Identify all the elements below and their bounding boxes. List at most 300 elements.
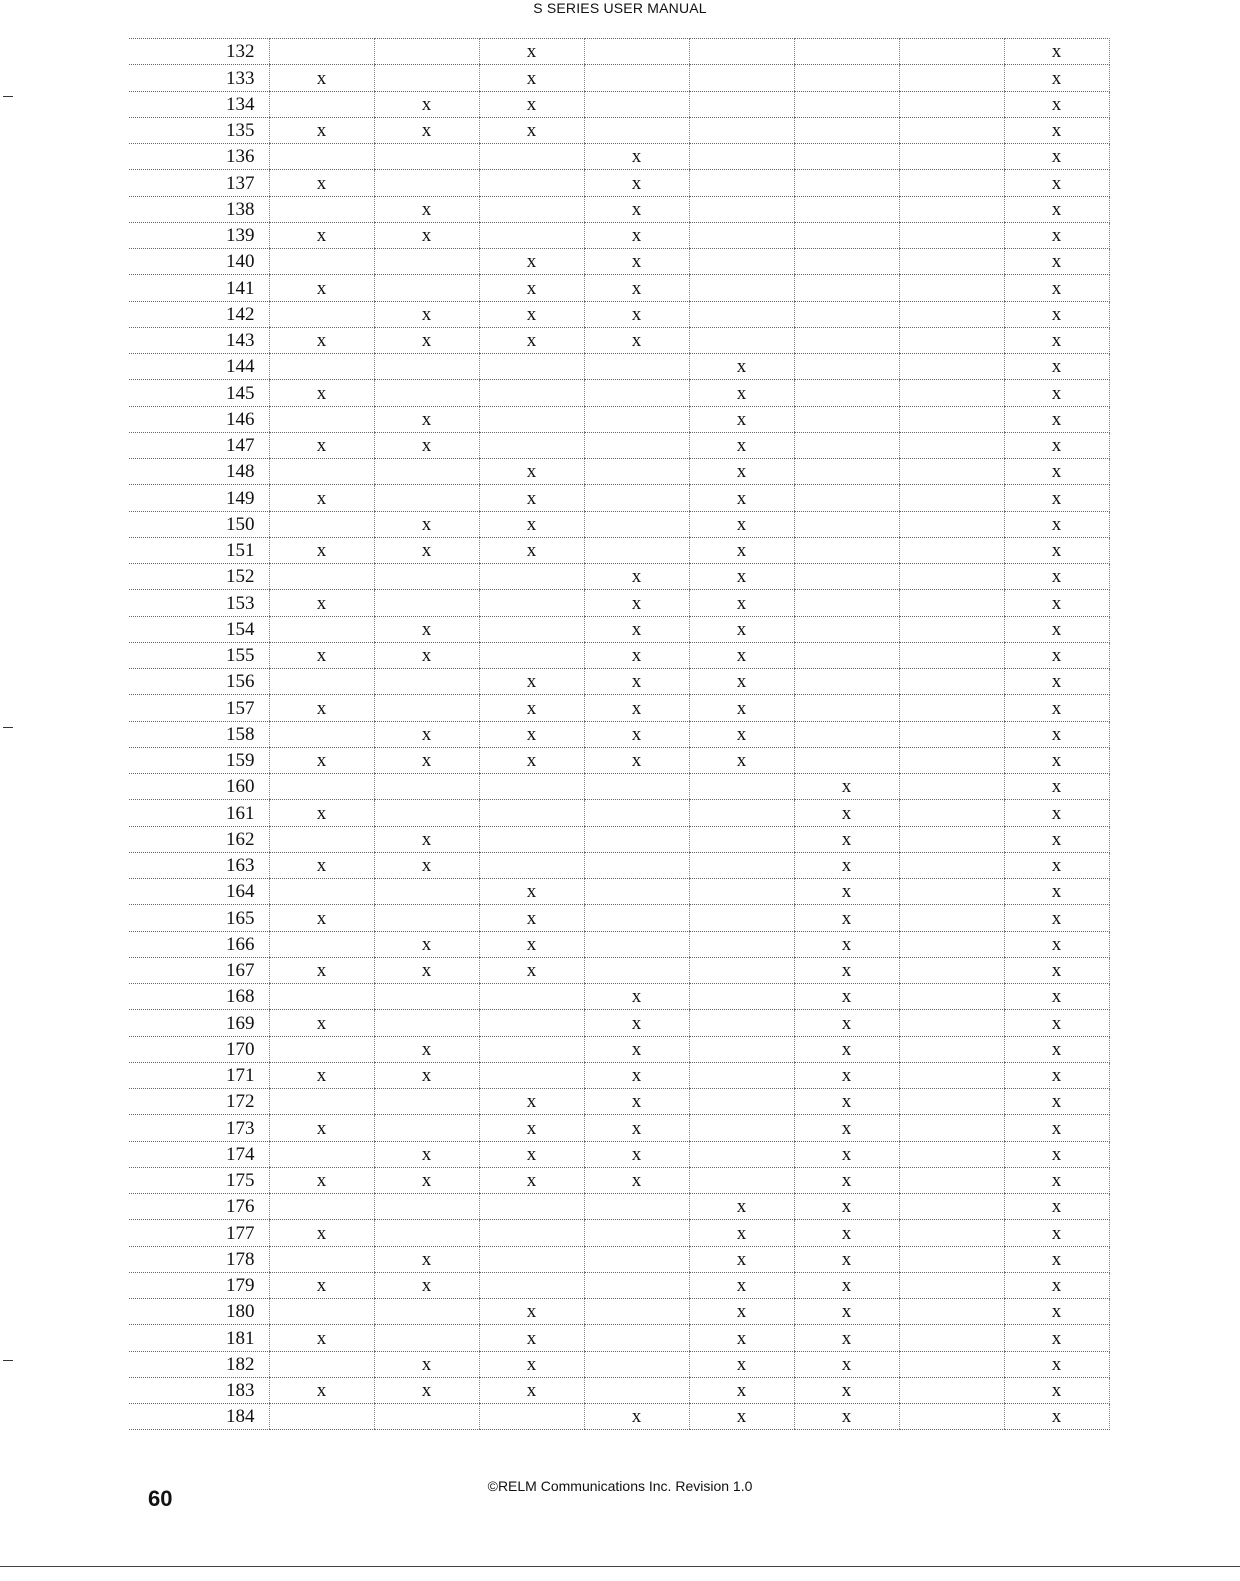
mark-cell: x [479, 65, 584, 91]
mark-cell: x [374, 616, 479, 642]
mark-cell [269, 1299, 374, 1325]
mark-cell [689, 774, 794, 800]
mark-cell [479, 354, 584, 380]
row-number-cell: 161 [129, 800, 269, 826]
mark-cell [899, 1404, 1004, 1430]
mark-cell: x [584, 1036, 689, 1062]
mark-cell [794, 485, 899, 511]
mark-cell [374, 669, 479, 695]
row-number-cell: 143 [129, 327, 269, 353]
mark-cell: x [1004, 774, 1109, 800]
mark-cell: x [1004, 459, 1109, 485]
mark-cell [479, 196, 584, 222]
table-row [129, 1010, 1109, 1036]
mark-cell: x [479, 301, 584, 327]
mark-cell: x [479, 327, 584, 353]
mark-cell [584, 354, 689, 380]
mark-cell [584, 432, 689, 458]
mark-cell: x [479, 1089, 584, 1115]
mark-cell: x [374, 327, 479, 353]
mark-cell [269, 39, 374, 65]
mark-cell: x [794, 774, 899, 800]
table-row [129, 459, 1109, 485]
row-number-cell: 147 [129, 432, 269, 458]
row-number-cell: 148 [129, 459, 269, 485]
mark-cell [374, 354, 479, 380]
mark-cell: x [794, 1272, 899, 1298]
mark-cell [689, 984, 794, 1010]
row-number-cell: 163 [129, 852, 269, 878]
mark-cell [269, 1036, 374, 1062]
mark-cell: x [374, 1167, 479, 1193]
row-number-cell: 179 [129, 1272, 269, 1298]
mark-cell [479, 1010, 584, 1036]
mark-cell: x [1004, 1272, 1109, 1298]
mark-cell: x [479, 91, 584, 117]
mark-cell [794, 65, 899, 91]
mark-cell: x [584, 984, 689, 1010]
mark-cell [269, 984, 374, 1010]
mark-cell [479, 406, 584, 432]
table-row [129, 511, 1109, 537]
mark-cell: x [479, 721, 584, 747]
row-number-cell: 184 [129, 1404, 269, 1430]
mark-cell: x [374, 852, 479, 878]
mark-cell: x [374, 91, 479, 117]
page-header: S SERIES USER MANUAL [533, 0, 707, 16]
mark-cell: x [1004, 485, 1109, 511]
mark-cell: x [584, 275, 689, 301]
mark-cell: x [269, 800, 374, 826]
mark-cell: x [269, 695, 374, 721]
mark-cell [479, 1194, 584, 1220]
mark-cell: x [374, 1246, 479, 1272]
mark-cell: x [584, 144, 689, 170]
mark-cell: x [584, 1010, 689, 1036]
mark-cell [374, 380, 479, 406]
row-number-cell: 140 [129, 249, 269, 275]
mark-cell: x [269, 170, 374, 196]
mark-cell: x [374, 1351, 479, 1377]
mark-cell: x [269, 327, 374, 353]
mark-cell: x [689, 406, 794, 432]
mark-cell: x [479, 537, 584, 563]
mark-cell [689, 905, 794, 931]
mark-cell [479, 432, 584, 458]
mark-cell: x [584, 616, 689, 642]
mark-cell: x [794, 879, 899, 905]
mark-cell [689, 327, 794, 353]
mark-cell: x [1004, 1089, 1109, 1115]
mark-cell [374, 459, 479, 485]
table-row [129, 826, 1109, 852]
mark-cell: x [794, 905, 899, 931]
mark-cell: x [1004, 249, 1109, 275]
mark-cell: x [1004, 1062, 1109, 1088]
row-number-cell: 151 [129, 537, 269, 563]
mark-cell [479, 1246, 584, 1272]
mark-cell [689, 957, 794, 983]
mark-cell [689, 1036, 794, 1062]
mark-cell [374, 879, 479, 905]
row-number-cell: 153 [129, 590, 269, 616]
mark-cell [374, 695, 479, 721]
mark-cell: x [479, 905, 584, 931]
mark-cell [899, 747, 1004, 773]
mark-cell [689, 196, 794, 222]
mark-cell [899, 91, 1004, 117]
mark-cell: x [584, 642, 689, 668]
mark-cell: x [374, 511, 479, 537]
mark-cell: x [794, 826, 899, 852]
mark-cell [689, 144, 794, 170]
table-row [129, 301, 1109, 327]
row-number-cell: 142 [129, 301, 269, 327]
mark-cell [794, 327, 899, 353]
mark-cell [374, 1325, 479, 1351]
table-row [129, 170, 1109, 196]
mark-cell [584, 537, 689, 563]
row-number-cell: 137 [129, 170, 269, 196]
mark-cell: x [689, 747, 794, 773]
row-number-cell: 183 [129, 1377, 269, 1403]
mark-cell [584, 1272, 689, 1298]
mark-cell: x [479, 931, 584, 957]
row-number-cell: 175 [129, 1167, 269, 1193]
table-row [129, 117, 1109, 143]
table-row [129, 590, 1109, 616]
mark-cell: x [1004, 905, 1109, 931]
mark-cell [269, 406, 374, 432]
table-row [129, 380, 1109, 406]
table-row [129, 1141, 1109, 1167]
row-number-cell: 155 [129, 642, 269, 668]
mark-cell: x [1004, 564, 1109, 590]
row-number-cell: 178 [129, 1246, 269, 1272]
mark-cell [374, 590, 479, 616]
mark-cell: x [689, 1246, 794, 1272]
mark-cell [794, 537, 899, 563]
mark-cell: x [689, 432, 794, 458]
mark-cell [689, 1089, 794, 1115]
mark-cell: x [584, 669, 689, 695]
mark-cell [899, 1062, 1004, 1088]
mark-cell [689, 65, 794, 91]
mark-cell [899, 432, 1004, 458]
mark-cell: x [689, 669, 794, 695]
mark-cell: x [584, 1404, 689, 1430]
table-row [129, 800, 1109, 826]
table-row [129, 852, 1109, 878]
mark-cell [374, 170, 479, 196]
mark-cell: x [794, 1194, 899, 1220]
mark-cell: x [794, 931, 899, 957]
mark-cell: x [1004, 931, 1109, 957]
row-number-cell: 166 [129, 931, 269, 957]
mark-cell [689, 275, 794, 301]
mark-cell [899, 354, 1004, 380]
mark-cell: x [794, 1246, 899, 1272]
mark-cell: x [269, 905, 374, 931]
mark-cell [899, 957, 1004, 983]
row-number-cell: 176 [129, 1194, 269, 1220]
mark-cell [584, 774, 689, 800]
table-row [129, 931, 1109, 957]
mark-cell: x [689, 616, 794, 642]
mark-cell: x [269, 1377, 374, 1403]
mark-cell: x [1004, 590, 1109, 616]
mark-cell: x [374, 642, 479, 668]
row-number-cell: 135 [129, 117, 269, 143]
table-row [129, 774, 1109, 800]
mark-cell [269, 564, 374, 590]
mark-cell [269, 1141, 374, 1167]
mark-cell: x [479, 485, 584, 511]
table-row [129, 1167, 1109, 1193]
mark-cell: x [269, 1167, 374, 1193]
mark-cell: x [479, 1167, 584, 1193]
mark-cell [689, 1167, 794, 1193]
mark-cell: x [794, 800, 899, 826]
row-number-cell: 152 [129, 564, 269, 590]
mark-cell [794, 249, 899, 275]
mark-cell: x [689, 1351, 794, 1377]
mark-cell: x [374, 957, 479, 983]
mark-cell [794, 301, 899, 327]
mark-cell: x [1004, 117, 1109, 143]
mark-cell [374, 1194, 479, 1220]
mark-cell: x [479, 249, 584, 275]
mark-cell: x [374, 301, 479, 327]
table-row [129, 879, 1109, 905]
mark-cell: x [584, 196, 689, 222]
mark-cell [899, 511, 1004, 537]
row-number-cell: 170 [129, 1036, 269, 1062]
row-number-cell: 141 [129, 275, 269, 301]
mark-cell [689, 170, 794, 196]
table-row [129, 432, 1109, 458]
mark-cell [899, 1167, 1004, 1193]
mark-cell: x [479, 747, 584, 773]
mark-cell: x [584, 1141, 689, 1167]
table-row [129, 354, 1109, 380]
mark-cell: x [374, 747, 479, 773]
mark-cell [794, 590, 899, 616]
mark-cell [899, 537, 1004, 563]
mark-cell: x [1004, 196, 1109, 222]
mark-cell: x [1004, 1246, 1109, 1272]
mark-cell [899, 170, 1004, 196]
row-number-cell: 172 [129, 1089, 269, 1115]
mark-cell: x [689, 1377, 794, 1403]
mark-cell [479, 1062, 584, 1088]
mark-cell [374, 564, 479, 590]
mark-cell [794, 222, 899, 248]
mark-cell [794, 275, 899, 301]
mark-cell [899, 459, 1004, 485]
mark-cell: x [1004, 406, 1109, 432]
mark-cell: x [1004, 747, 1109, 773]
row-number-cell: 182 [129, 1351, 269, 1377]
mark-cell: x [269, 380, 374, 406]
mark-cell: x [689, 1194, 794, 1220]
mark-cell: x [1004, 1299, 1109, 1325]
mark-cell: x [1004, 222, 1109, 248]
mark-cell: x [584, 721, 689, 747]
mark-cell: x [374, 1272, 479, 1298]
mark-cell [899, 1325, 1004, 1351]
mark-cell: x [1004, 616, 1109, 642]
mark-cell [374, 1010, 479, 1036]
mark-cell [479, 616, 584, 642]
mark-cell: x [1004, 695, 1109, 721]
mark-cell [794, 117, 899, 143]
table-row [129, 905, 1109, 931]
mark-cell [899, 826, 1004, 852]
row-number-cell: 160 [129, 774, 269, 800]
mark-cell: x [794, 1036, 899, 1062]
mark-cell [794, 747, 899, 773]
mark-cell: x [689, 511, 794, 537]
mark-cell: x [584, 564, 689, 590]
mark-cell [899, 380, 1004, 406]
mark-cell [899, 1272, 1004, 1298]
mark-cell: x [794, 1089, 899, 1115]
mark-cell [689, 301, 794, 327]
mark-cell [899, 1010, 1004, 1036]
mark-cell: x [1004, 65, 1109, 91]
margin-mark [3, 1360, 13, 1361]
mark-cell [584, 39, 689, 65]
mark-cell [794, 695, 899, 721]
mark-cell [479, 984, 584, 1010]
table-row [129, 1325, 1109, 1351]
mark-cell: x [689, 642, 794, 668]
mark-cell: x [479, 957, 584, 983]
row-number-cell: 168 [129, 984, 269, 1010]
mark-cell [689, 39, 794, 65]
mark-cell: x [1004, 1115, 1109, 1141]
mark-cell: x [794, 1062, 899, 1088]
mark-cell [899, 564, 1004, 590]
mark-cell [899, 931, 1004, 957]
mark-cell: x [794, 1010, 899, 1036]
mark-cell [794, 564, 899, 590]
mark-cell [794, 459, 899, 485]
mark-cell: x [794, 1167, 899, 1193]
mark-cell [794, 354, 899, 380]
mark-cell [899, 695, 1004, 721]
table-row [129, 1062, 1109, 1088]
row-number-cell: 157 [129, 695, 269, 721]
mark-cell: x [269, 1272, 374, 1298]
mark-cell [269, 1404, 374, 1430]
table-row [129, 1089, 1109, 1115]
mark-cell [374, 905, 479, 931]
mark-cell [374, 144, 479, 170]
mark-cell: x [584, 1167, 689, 1193]
mark-cell: x [794, 1141, 899, 1167]
table-row [129, 695, 1109, 721]
mark-cell [899, 1141, 1004, 1167]
mark-cell: x [1004, 1194, 1109, 1220]
mark-cell: x [1004, 327, 1109, 353]
mark-cell [584, 65, 689, 91]
mark-cell [374, 1404, 479, 1430]
mark-cell: x [1004, 669, 1109, 695]
mark-cell [899, 1246, 1004, 1272]
mark-cell: x [1004, 800, 1109, 826]
mark-cell [899, 275, 1004, 301]
mark-cell [269, 669, 374, 695]
mark-cell: x [479, 1325, 584, 1351]
mark-cell [899, 1115, 1004, 1141]
mark-cell: x [269, 65, 374, 91]
mark-cell: x [269, 117, 374, 143]
table-row [129, 957, 1109, 983]
mark-cell [374, 249, 479, 275]
mark-cell [689, 1062, 794, 1088]
mark-cell [794, 91, 899, 117]
mark-cell [899, 406, 1004, 432]
table-row [129, 564, 1109, 590]
mark-cell: x [794, 1351, 899, 1377]
footer-copyright: ©RELM Communications Inc. Revision 1.0 [487, 1478, 753, 1494]
mark-cell: x [374, 537, 479, 563]
mark-cell [584, 1194, 689, 1220]
mark-cell: x [1004, 170, 1109, 196]
mark-cell: x [269, 957, 374, 983]
mark-cell: x [1004, 642, 1109, 668]
table-row [129, 1220, 1109, 1246]
mark-cell [374, 485, 479, 511]
mark-cell [899, 879, 1004, 905]
mark-cell [899, 616, 1004, 642]
mark-cell: x [584, 249, 689, 275]
mark-cell: x [269, 222, 374, 248]
mark-cell: x [1004, 39, 1109, 65]
mark-cell [689, 826, 794, 852]
mark-cell [899, 117, 1004, 143]
row-number-cell: 165 [129, 905, 269, 931]
mark-cell: x [374, 1141, 479, 1167]
mark-cell [899, 1220, 1004, 1246]
table-row [129, 1246, 1109, 1272]
mark-cell [584, 905, 689, 931]
mark-cell [269, 1246, 374, 1272]
table-row [129, 39, 1109, 65]
mark-cell [269, 1089, 374, 1115]
table-row [129, 222, 1109, 248]
mark-cell: x [1004, 957, 1109, 983]
table-row [129, 275, 1109, 301]
mark-cell [269, 459, 374, 485]
table-row [129, 984, 1109, 1010]
mark-cell: x [479, 39, 584, 65]
table-row [129, 642, 1109, 668]
table-row [129, 65, 1109, 91]
mark-cell: x [374, 406, 479, 432]
mark-cell [899, 721, 1004, 747]
mark-cell [584, 91, 689, 117]
mark-cell [794, 616, 899, 642]
mark-cell [584, 852, 689, 878]
mark-cell [794, 721, 899, 747]
mark-cell: x [479, 1377, 584, 1403]
mark-cell: x [479, 669, 584, 695]
mark-cell: x [1004, 1141, 1109, 1167]
mark-cell: x [584, 170, 689, 196]
